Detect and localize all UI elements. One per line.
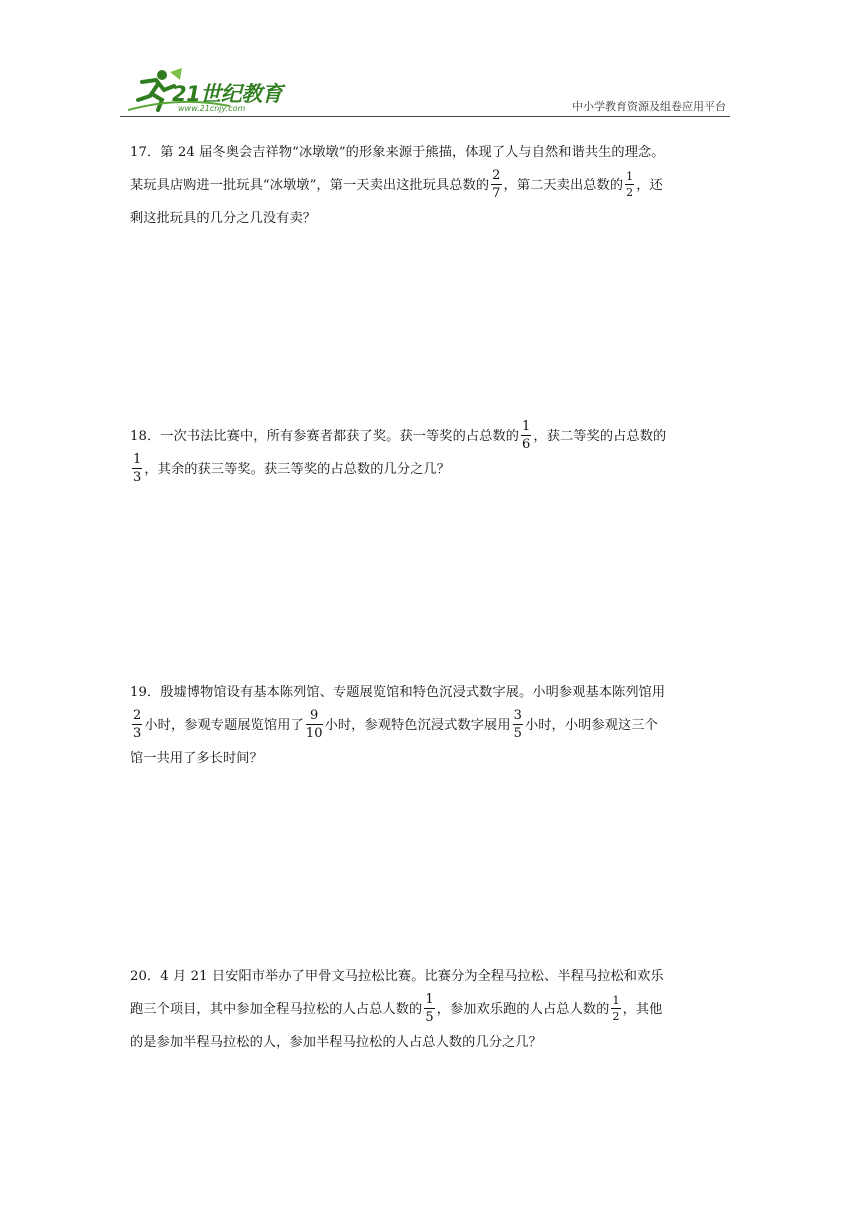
question-20-line-3: 的是参加半程马拉松的人，参加半程马拉松的人占总人数的几分之几？ xyxy=(130,1035,542,1050)
page-header xyxy=(120,66,730,118)
fraction: $\frac{2}{3}$ xyxy=(133,708,142,741)
question-18-line-1: 18．一次书法比赛中，所有参赛者都获了奖。获一等奖的占总数的 $\frac{1}{6}$ ，获二等奖的占总数的 xyxy=(130,419,667,452)
question-19-line-3: 馆一共用了多长时间？ xyxy=(130,751,263,766)
question-17-line-2: 某玩具店购进一批玩具“冰墩墩”，第一天卖出这批玩具总数的 $\frac{2}{7}$ ，第二天卖出总数的 $\frac{1}{2}$ ，还 xyxy=(130,168,663,201)
logo-url: www.21cnjy.com xyxy=(178,104,246,113)
question-18-line-2: $\frac{1}{3}$ ，其余的获三等奖。获三等奖的占总数的几分之几？ xyxy=(133,452,450,485)
fraction: $\frac{1}{6}$ xyxy=(522,419,531,452)
fraction: $\frac{1}{5}$ xyxy=(425,992,434,1025)
fraction: $\frac{1}{2}$ xyxy=(612,994,620,1023)
fraction: $\frac{3}{5}$ xyxy=(513,708,522,741)
question-18 xyxy=(130,420,732,486)
logo-text: 21世纪教育 xyxy=(172,82,283,106)
question-20-line-1: 20．4 月 21 日安阳市举办了甲骨文马拉松比赛。比赛分为全程马拉松、半程马拉松和欢乐 xyxy=(130,969,664,984)
question-19 xyxy=(130,676,732,775)
question-20 xyxy=(130,960,732,1059)
fraction: $\frac{1}{3}$ xyxy=(133,452,142,485)
question-20-line-2: 跑三个项目，其中参加全程马拉松的人占总人数的 $\frac{1}{5}$ ，参加欢乐跑的人占总人数的 $\frac{1}{2}$ ，其他 xyxy=(130,992,663,1025)
header-divider xyxy=(120,116,730,117)
question-17 xyxy=(130,136,732,235)
fraction: $\frac{9}{10}$ xyxy=(305,708,323,741)
fraction: $\frac{1}{2}$ xyxy=(626,170,634,199)
question-17-line-3: 剩这批玩具的几分之几没有卖？ xyxy=(130,211,317,226)
question-19-line-2: $\frac{2}{3}$ 小时，参观专题展览馆用了 $\frac{9}{10}$ 小时，参观特色沉浸式数字展用 $\frac{3}{5}$ 小时，小明参观这三个 xyxy=(133,708,658,741)
question-17-line-1: 17．第 24 届冬奥会吉祥物“冰墩墩”的形象来源于熊描，体现了人与自然和谐共生的理念。 xyxy=(130,145,665,160)
fraction: $\frac{2}{7}$ xyxy=(492,168,501,201)
question-19-line-1: 19．殷墟博物馆设有基本陈列馆、专题展览馆和特色沉浸式数字展。小明参观基本陈列馆用 xyxy=(130,685,666,700)
platform-title: 中小学教育资源及组卷应用平台 xyxy=(572,100,726,113)
